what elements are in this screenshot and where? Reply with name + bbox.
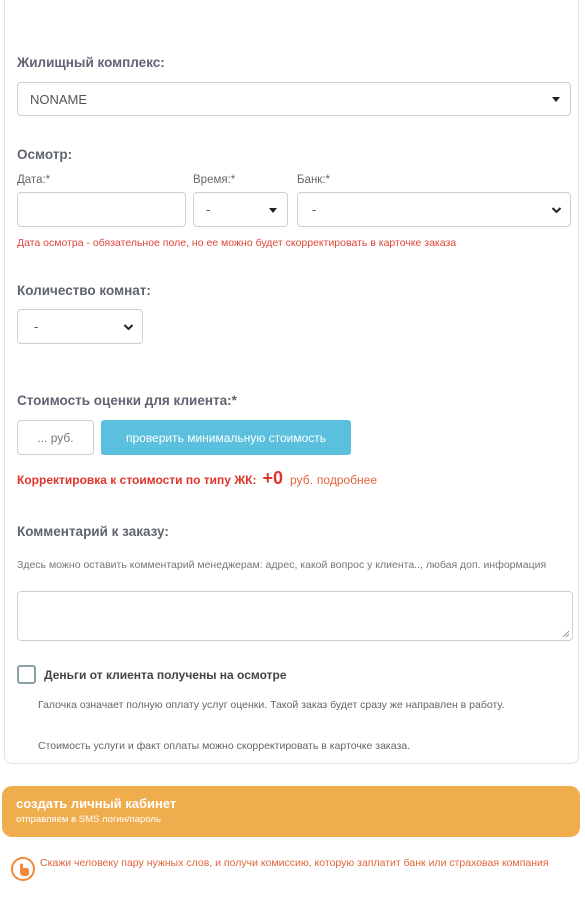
adjust-value: +0 bbox=[262, 468, 284, 488]
rooms-select[interactable] bbox=[17, 309, 143, 344]
caret-down-icon bbox=[269, 208, 277, 213]
adjust-label: Корректировка к стоимости по типу ЖК: bbox=[17, 473, 257, 487]
payment-checkbox-label: Деньги от клиента получены на осмотре bbox=[44, 668, 287, 682]
bank-select-value: - bbox=[312, 202, 317, 217]
adjust-unit: руб. bbox=[290, 473, 313, 487]
hand-pointer-icon bbox=[10, 856, 36, 882]
more-link[interactable]: подробнее bbox=[316, 473, 378, 487]
complex-title: Жилищный комплекс: bbox=[17, 55, 165, 70]
comment-textarea[interactable] bbox=[17, 591, 573, 641]
rooms-title: Количество комнат: bbox=[17, 283, 151, 298]
complex-select-value: NONAME bbox=[30, 91, 88, 107]
cost-adjustment bbox=[17, 468, 377, 489]
inspection-title: Осмотр: bbox=[17, 147, 73, 162]
resize-handle-icon[interactable] bbox=[562, 630, 570, 638]
time-label: Время:* bbox=[193, 174, 236, 186]
check-min-cost-button[interactable]: проверить минимальную стоимость bbox=[101, 420, 351, 455]
create-account-button[interactable] bbox=[2, 786, 580, 837]
chevron-down-icon bbox=[123, 322, 134, 332]
date-label: Дата:* bbox=[17, 174, 51, 186]
bank-label: Банк:* bbox=[297, 174, 330, 186]
caret-down-icon bbox=[552, 97, 560, 102]
payment-note-2: Стоимость услуги и факт оплаты можно скорректировать в карточке заказа. bbox=[38, 740, 411, 752]
rooms-select-value: - bbox=[34, 319, 39, 334]
comment-title: Комментарий к заказу: bbox=[17, 524, 169, 539]
inspection-hint: Дата осмотра - обязательное поле, но ее можно будет скорректировать в карточке заказа bbox=[17, 237, 457, 249]
comment-hint: Здесь можно оставить комментарий менеджерам: адрес, какой вопрос у клиента.., любая доп. информация bbox=[17, 559, 547, 571]
create-account-subtitle: отправляем в SMS логин/пароль bbox=[16, 814, 161, 825]
time-select[interactable] bbox=[193, 192, 288, 227]
chevron-down-icon bbox=[551, 205, 562, 215]
create-account-title: создать личный кабинет bbox=[16, 796, 177, 811]
cost-title: Стоимость оценки для клиента:* bbox=[17, 393, 237, 408]
complex-select[interactable] bbox=[17, 82, 571, 116]
date-input[interactable] bbox=[17, 192, 186, 227]
cost-input[interactable] bbox=[17, 420, 94, 455]
bank-select[interactable] bbox=[297, 192, 571, 227]
referral-note: Скажи человеку пару нужных слов, и получи комиссию, которую заплатит банк или страховая компания bbox=[40, 857, 549, 869]
payment-checkbox[interactable] bbox=[17, 665, 36, 684]
time-select-value: - bbox=[206, 202, 211, 217]
payment-note-1: Галочка означает полную оплату услуг оценки. Такой заказ будет сразу же направлен в работу. bbox=[38, 699, 505, 711]
